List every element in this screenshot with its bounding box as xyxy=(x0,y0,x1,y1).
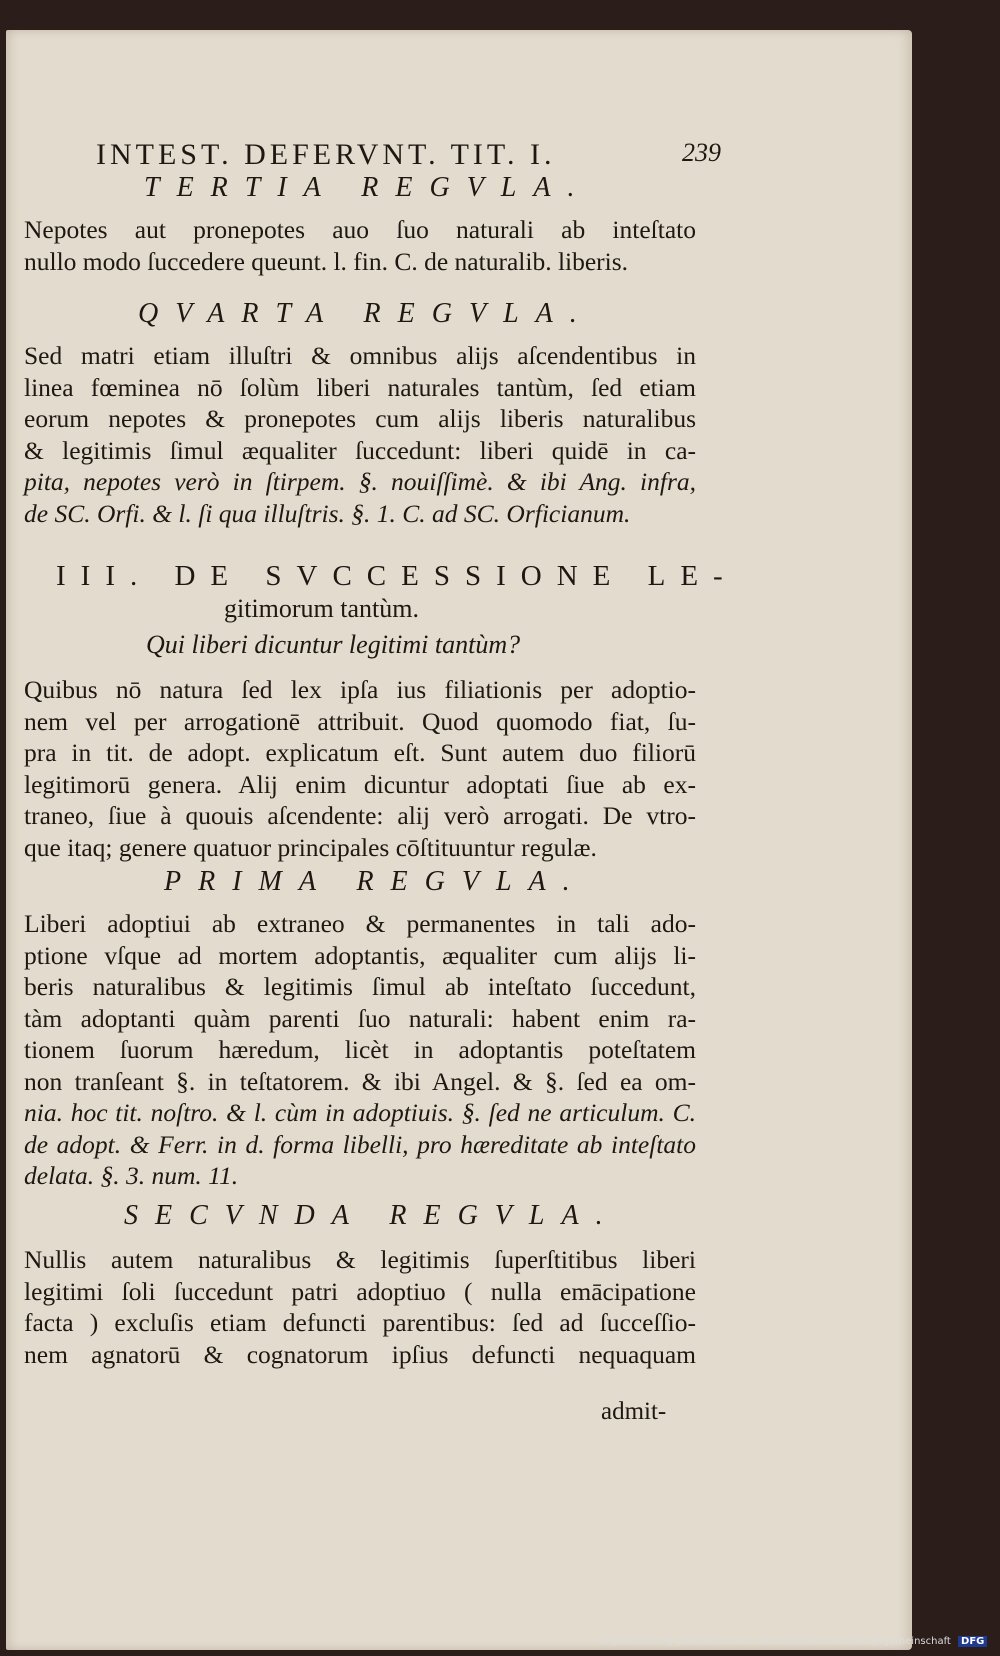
paragraph-secunda-regula xyxy=(24,1244,696,1370)
question-subheading: Qui liberi dicuntur legitimi tantùm? xyxy=(146,630,521,659)
text-line: nem vel per arrogationē attribuit. Quod quomodo fiat, ſu- xyxy=(24,706,696,736)
text-line: nia. hoc tit. noſtro. & l. cùm in adoptiuis. §. ſed ne articulum. C. xyxy=(24,1098,696,1127)
text-line: Sed matri etiam illuſtri & omnibus alijs aſcendentibus in xyxy=(24,341,696,370)
text-line: que itaq; genere quatuor principales cōſtituuntur regulæ. xyxy=(24,832,597,862)
section-title: III. DE SVCCESSIONE LE- xyxy=(56,560,738,592)
text-line: non tranſeant §. in teſtatorem. & ibi Angel. & §. ſed ea om- xyxy=(24,1066,696,1096)
text-line: de SC. Orfi. & l. ſi qua illuſtris. §. 1. C. ad SC. Orficianum. xyxy=(24,498,631,528)
text-line: tionem ſuorum hæredum, licèt in adoptantis poteſtatem xyxy=(24,1035,696,1064)
dfg-logo: DFG xyxy=(958,1636,987,1647)
text-line: linea fœminea nō ſolùm liberi naturales tantùm, ſed etiam xyxy=(24,372,696,402)
text-line: tàm adoptanti quàm parenti ſuo naturali: habent enim ra- xyxy=(24,1003,696,1033)
text-line: delata. §. 3. num. 11. xyxy=(24,1161,239,1190)
running-header xyxy=(96,138,721,171)
text-line: beris naturalibus & legitimis ſimul ab inteſtato ſuccedunt, xyxy=(24,972,696,1001)
text-line: pra in tit. de adopt. explicatum eſt. Sunt autem duo filiorū xyxy=(24,738,696,767)
footer-text: Digitalisierung gefördert durch die Deutsche Forschungsgemeinschaft xyxy=(600,1636,951,1647)
text-line: legitimi ſoli ſuccedunt patri adoptiuo ( nulla emācipatione xyxy=(24,1276,696,1306)
heading-prima-regula: PRIMA REGVLA. xyxy=(164,866,587,897)
text-line: traneo, ſiue à quouis aſcendente: alij verò arrogati. De vtro- xyxy=(24,801,696,830)
heading-secunda-regula: SECVNDA REGVLA. xyxy=(124,1200,620,1231)
text-line: facta ) excluſis etiam defuncti parentibus: ſed ad ſucceſſio- xyxy=(24,1308,696,1337)
paragraph-legitimi xyxy=(24,674,696,863)
text-line: nullo modo ſuccedere queunt. l. fin. C. de naturalib. liberis. xyxy=(24,246,629,276)
catchword: admit- xyxy=(601,1398,667,1425)
text-line: pita, nepotes verò in ſtirpem. §. nouiſſimè. & ibi Ang. infra, xyxy=(24,467,696,496)
text-line: Quibus nō natura ſed lex ipſa ius filiationis per adoptio- xyxy=(24,675,696,704)
heading-quarta-regula: QVARTA REGVLA. xyxy=(138,298,594,329)
text-line: Nullis autem naturalibus & legitimis ſuperſtitibus liberi xyxy=(24,1245,696,1274)
text-line: de adopt. & Ferr. in d. forma libelli, pro hæreditate ab inteſtato xyxy=(24,1129,696,1159)
text-line: eorum nepotes & pronepotes cum alijs liberis naturalibus xyxy=(24,404,696,433)
text-line: Nepotes aut pronepotes auo ſuo naturali ab inteſtato xyxy=(24,215,696,244)
section-title-continuation: gitimorum tantùm. xyxy=(224,594,419,623)
text-line: & legitimis ſimul æqualiter ſuccedunt: liberi quidē in ca- xyxy=(24,435,696,465)
paragraph-prima-regula xyxy=(24,908,696,1192)
book-page xyxy=(6,30,912,1650)
text-line: ptione vſque ad mortem adoptantis, æqualiter cum alijs li- xyxy=(24,940,696,970)
running-title: INTEST. DEFERVNT. TIT. I. xyxy=(96,138,556,171)
paragraph-quarta-regula xyxy=(24,340,696,529)
digitization-footer xyxy=(600,1636,1000,1656)
text-line: nem agnatorū & cognatorum ipſius defuncti nequaquam xyxy=(24,1339,696,1369)
page-number: 239 xyxy=(682,138,721,167)
heading-tertia-regula: TERTIA REGVLA. xyxy=(144,172,592,203)
text-line: legitimorū genera. Alij enim dicuntur adoptati ſiue ab ex- xyxy=(24,769,696,799)
text-line: Liberi adoptiui ab extraneo & permanentes in tali ado- xyxy=(24,909,696,938)
paragraph-tertia-regula xyxy=(24,214,696,277)
